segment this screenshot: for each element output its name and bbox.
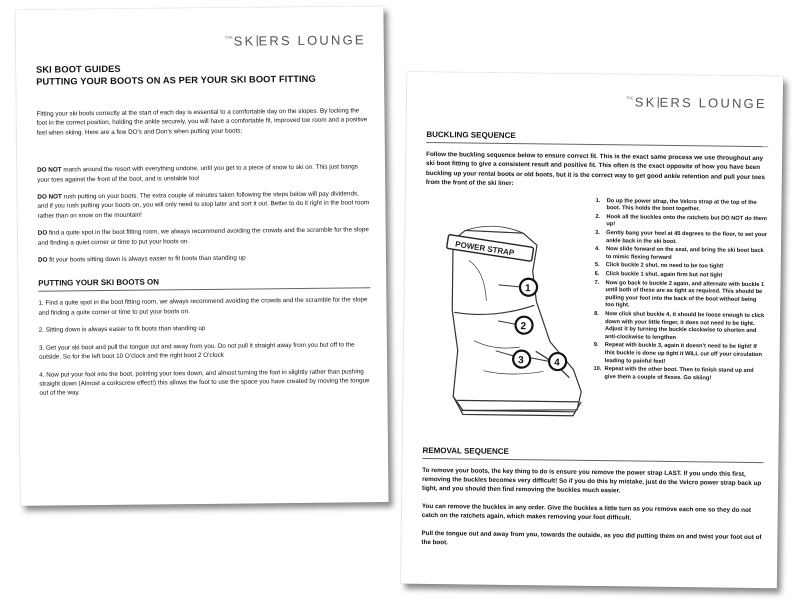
skiers-lounge-logo	[225, 32, 366, 48]
section-heading-buckling: BUCKLING SEQUENCE	[426, 130, 768, 147]
list-item: 4. Now slide forward on the seat, and bring the ski boot back to mimic flexing forward	[594, 246, 764, 261]
power-strap-label: POWER STRAP	[454, 239, 515, 258]
removal-paragraph: Pull the tongue out and away from you, towards the outside, as you did putting them on and twist your foot out of the boot.	[421, 529, 762, 547]
list-item: 5. Click buckle 2 shut, no need to be too tight!	[594, 262, 724, 270]
ski-boot-illustration	[423, 200, 596, 442]
tip-paragraph: DO find a quite spot in the boot fitting room, we always recommend avoiding the crowds and the scramble for the slope and finding a quiet corner or time to put your boots on.	[37, 226, 369, 247]
buckling-intro: Follow the buckling sequence below to ensure correct fit. This is the exact same process we use throughout any ski boot fitting to give a consistent result and positive fit. This often is the exact opposite of how you have been buckling up your rental boots or old boots, but it is the correct way to get good ankle retention and pull your toes from the front of the ski liner:	[425, 150, 765, 188]
logo-wordmark: SK ERS LOUNGE	[634, 94, 767, 112]
section-heading-putting-on: PUTTING YOUR SKI BOOTS ON	[38, 276, 370, 292]
list-item: 3. Gently bang your heel at 45 degrees to the floor, to set your ankle back in the ski boot.	[595, 230, 768, 245]
logo-wordmark: SK ERS LOUNGE	[233, 32, 366, 49]
tip-paragraph: DO NOT march around the resort with everything undone, until you get to a piece of snow to ski on. This just bangs your toes against the front of the boot, and is unstable too!	[37, 163, 358, 184]
tip-paragraph: DO fit your boots sitting down is always easier to fit boots than standing up	[37, 254, 246, 264]
logo-the: THE	[224, 34, 233, 40]
section-heading-removal: REMOVAL SEQUENCE	[422, 446, 764, 463]
list-item: 2. Hook all the buckles onto the ratchets but DO NOT do them up!	[595, 213, 767, 228]
buckle-2-number: 2	[520, 320, 527, 332]
step-paragraph: 4. Now put your foot into the boot, pointing your toes down, and almost turning the foot in slightly rather than pushing straight down (Almost a corkscrew effect!) this allows the foot to use the space you have created by moving the tongue out of the way.	[39, 367, 370, 398]
logo-the: THE	[625, 95, 634, 101]
buckle-2-marker	[515, 316, 532, 333]
list-item: 1. Do up the power strap, the Velcro strap at the top of the boot. This holds the boot together.	[595, 197, 757, 213]
list-item: 10. Repeat with the other boot. Then to finish stand up and give them a couple of flexes. Go skiing!	[593, 366, 754, 382]
list-item: 8. Now click shut buckle 4, it should be loose enough to click down with your little finger, it does not need to be tight. Adjust it by turning the buckle clockwise to shorten and anti-clockwise to lengthen	[594, 310, 765, 341]
logo-bar	[657, 97, 658, 108]
buckle-3-marker	[513, 350, 530, 367]
removal-paragraph: You can remove the buckles in any order. Give the buckles a little turn as you remove each one so they do not catch on the ratchets again, which makes removing your foot difficult.	[421, 502, 752, 522]
list-item: 7. Now go back to buckle 2 again, and alternate with buckle 1 until both of these are as tight as required. This should be pulling your foot into the back of the boot without being too tight.	[594, 279, 765, 309]
step-paragraph: 1. Find a quite spot in the boot fitting room, we always recommend avoiding the crowds and the scramble for the slope and finding a quite corner or time to put your boots on.	[38, 296, 368, 317]
buckle-4-number: 4	[554, 357, 560, 369]
buckle-3-number: 3	[518, 354, 524, 366]
buckle-4-marker	[549, 353, 566, 370]
logo-bar	[256, 35, 257, 46]
buckle-1-marker	[520, 278, 537, 295]
intro-paragraph: Fitting your ski boots correctly at the start of each day is essential to a comfortable day on the slopes. By locking the foot in the correct position, holding the ankle securely, you will have a comfortable fit, improved toe room and a positive feel when skiing. Here are a few DO’s and Don’s when putting your boots:	[36, 107, 368, 137]
buckling-steps-list	[593, 198, 768, 444]
buckle-1-number: 1	[524, 282, 531, 294]
guide-title-line1: SKI BOOT GUIDES	[35, 63, 121, 75]
buckling-content	[423, 196, 768, 444]
guide-title-line2: PUTTING YOUR BOOTS ON AS PER YOUR SKI BOOT FITTING	[36, 73, 316, 87]
right-page	[401, 72, 783, 589]
list-item: 6. Click buckle 1 shut, again firm but not tight	[594, 270, 723, 279]
list-item: 9. Repeat with buckle 3, again it doesn’t need to be tight! If this buckle is done up tight it WILL cut off your circulation leading to painful feet!	[593, 342, 763, 365]
step-paragraph: 3. Get your ski boot and pull the tongue out and away from you. Do not pull it straight away from you but off to the outside. So for the left boot 10 O’clock and the right boot 2 O’clock	[38, 341, 355, 361]
removal-paragraph: To remove your boots, the key thing to do is ensure you remove the power strap LAST. If you undo this first, removing the buckles becomes very difficult! So if you do this by mistake, just do the Velcro power strap back up tight, and you should then find removing the buckles much easier.	[422, 466, 762, 495]
tip-paragraph: DO NOT rush putting on your boots. The extra couple of minutes taken following the steps below will pay dividends, and if you rush putting your boots on, you will only need to stop later and sort it out. Better to do it right in the boot room rather than on snow on the mountain!	[37, 190, 370, 220]
skiers-lounge-logo	[626, 94, 767, 111]
left-page	[15, 6, 388, 506]
guide-title	[36, 60, 368, 87]
step-paragraph: 2. Sitting down is always easier to fit boots than standing up	[38, 325, 206, 334]
